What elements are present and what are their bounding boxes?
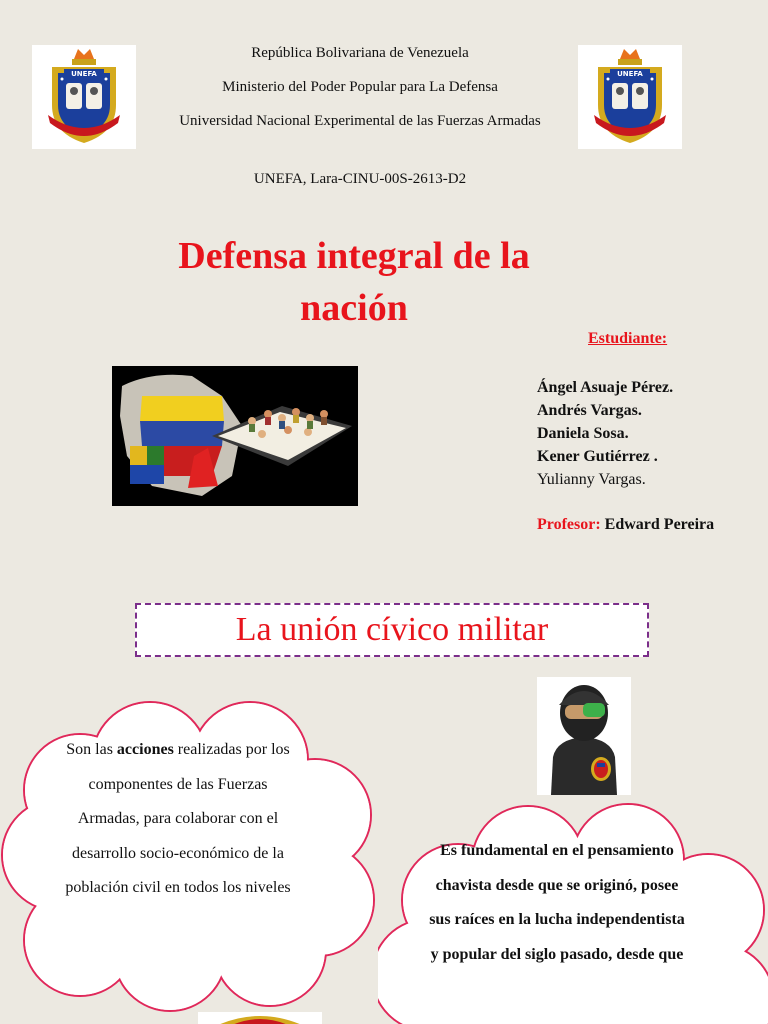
unefa-logo-right [578, 45, 682, 149]
page-title: Defensa integral de la nación [178, 235, 530, 329]
section-title: La unión cívico militar [235, 611, 549, 648]
student-name: Yulianny Vargas. [537, 471, 646, 488]
unefa-crest-icon [38, 45, 130, 149]
student-list [537, 376, 673, 491]
header-republic: República Bolivariana de Venezuela [251, 45, 469, 61]
cloud-left-text: Son las acciones realizadas por los componentes de las Fuerzas Armadas, para colaborar con el desarrollo socio-económico de la población civil en todos los niveles [65, 741, 291, 896]
profesor-label: Profesor: [537, 516, 601, 533]
bottom-emblem-image [198, 1012, 322, 1024]
student-name: Ángel Asuaje Pérez. [537, 379, 674, 396]
student-name: Daniela Sosa. [537, 425, 629, 442]
section-title-box [135, 603, 649, 657]
soldier-image [537, 677, 631, 795]
venezuela-collage-image [112, 366, 358, 506]
profesor-name: Edward Pereira [604, 516, 715, 533]
soldier-icon [537, 677, 631, 795]
unefa-logo-left [32, 45, 136, 149]
svg-text:UNEFA: UNEFA [71, 70, 97, 78]
svg-text:UNEFA: UNEFA [617, 70, 643, 78]
header-ministry: Ministerio del Poder Popular para La Defensa [222, 79, 498, 95]
cloud-right-text: Es fundamental en el pensamiento chavista desde que se originó, posee sus raíces en la lucha independentista y popular del siglo pasado, desde que [429, 842, 685, 963]
student-heading: Estudiante: [588, 330, 668, 347]
student-name: Kener Gutiérrez . [537, 448, 658, 465]
student-name: Andrés Vargas. [537, 402, 642, 419]
unefa-crest-icon [584, 45, 676, 149]
header-university: Universidad Nacional Experimental de las Fuerzas Armadas [179, 113, 541, 129]
profesor-block [537, 513, 727, 536]
header-code: UNEFA, Lara-CINU-00S-2613-D2 [253, 171, 467, 187]
